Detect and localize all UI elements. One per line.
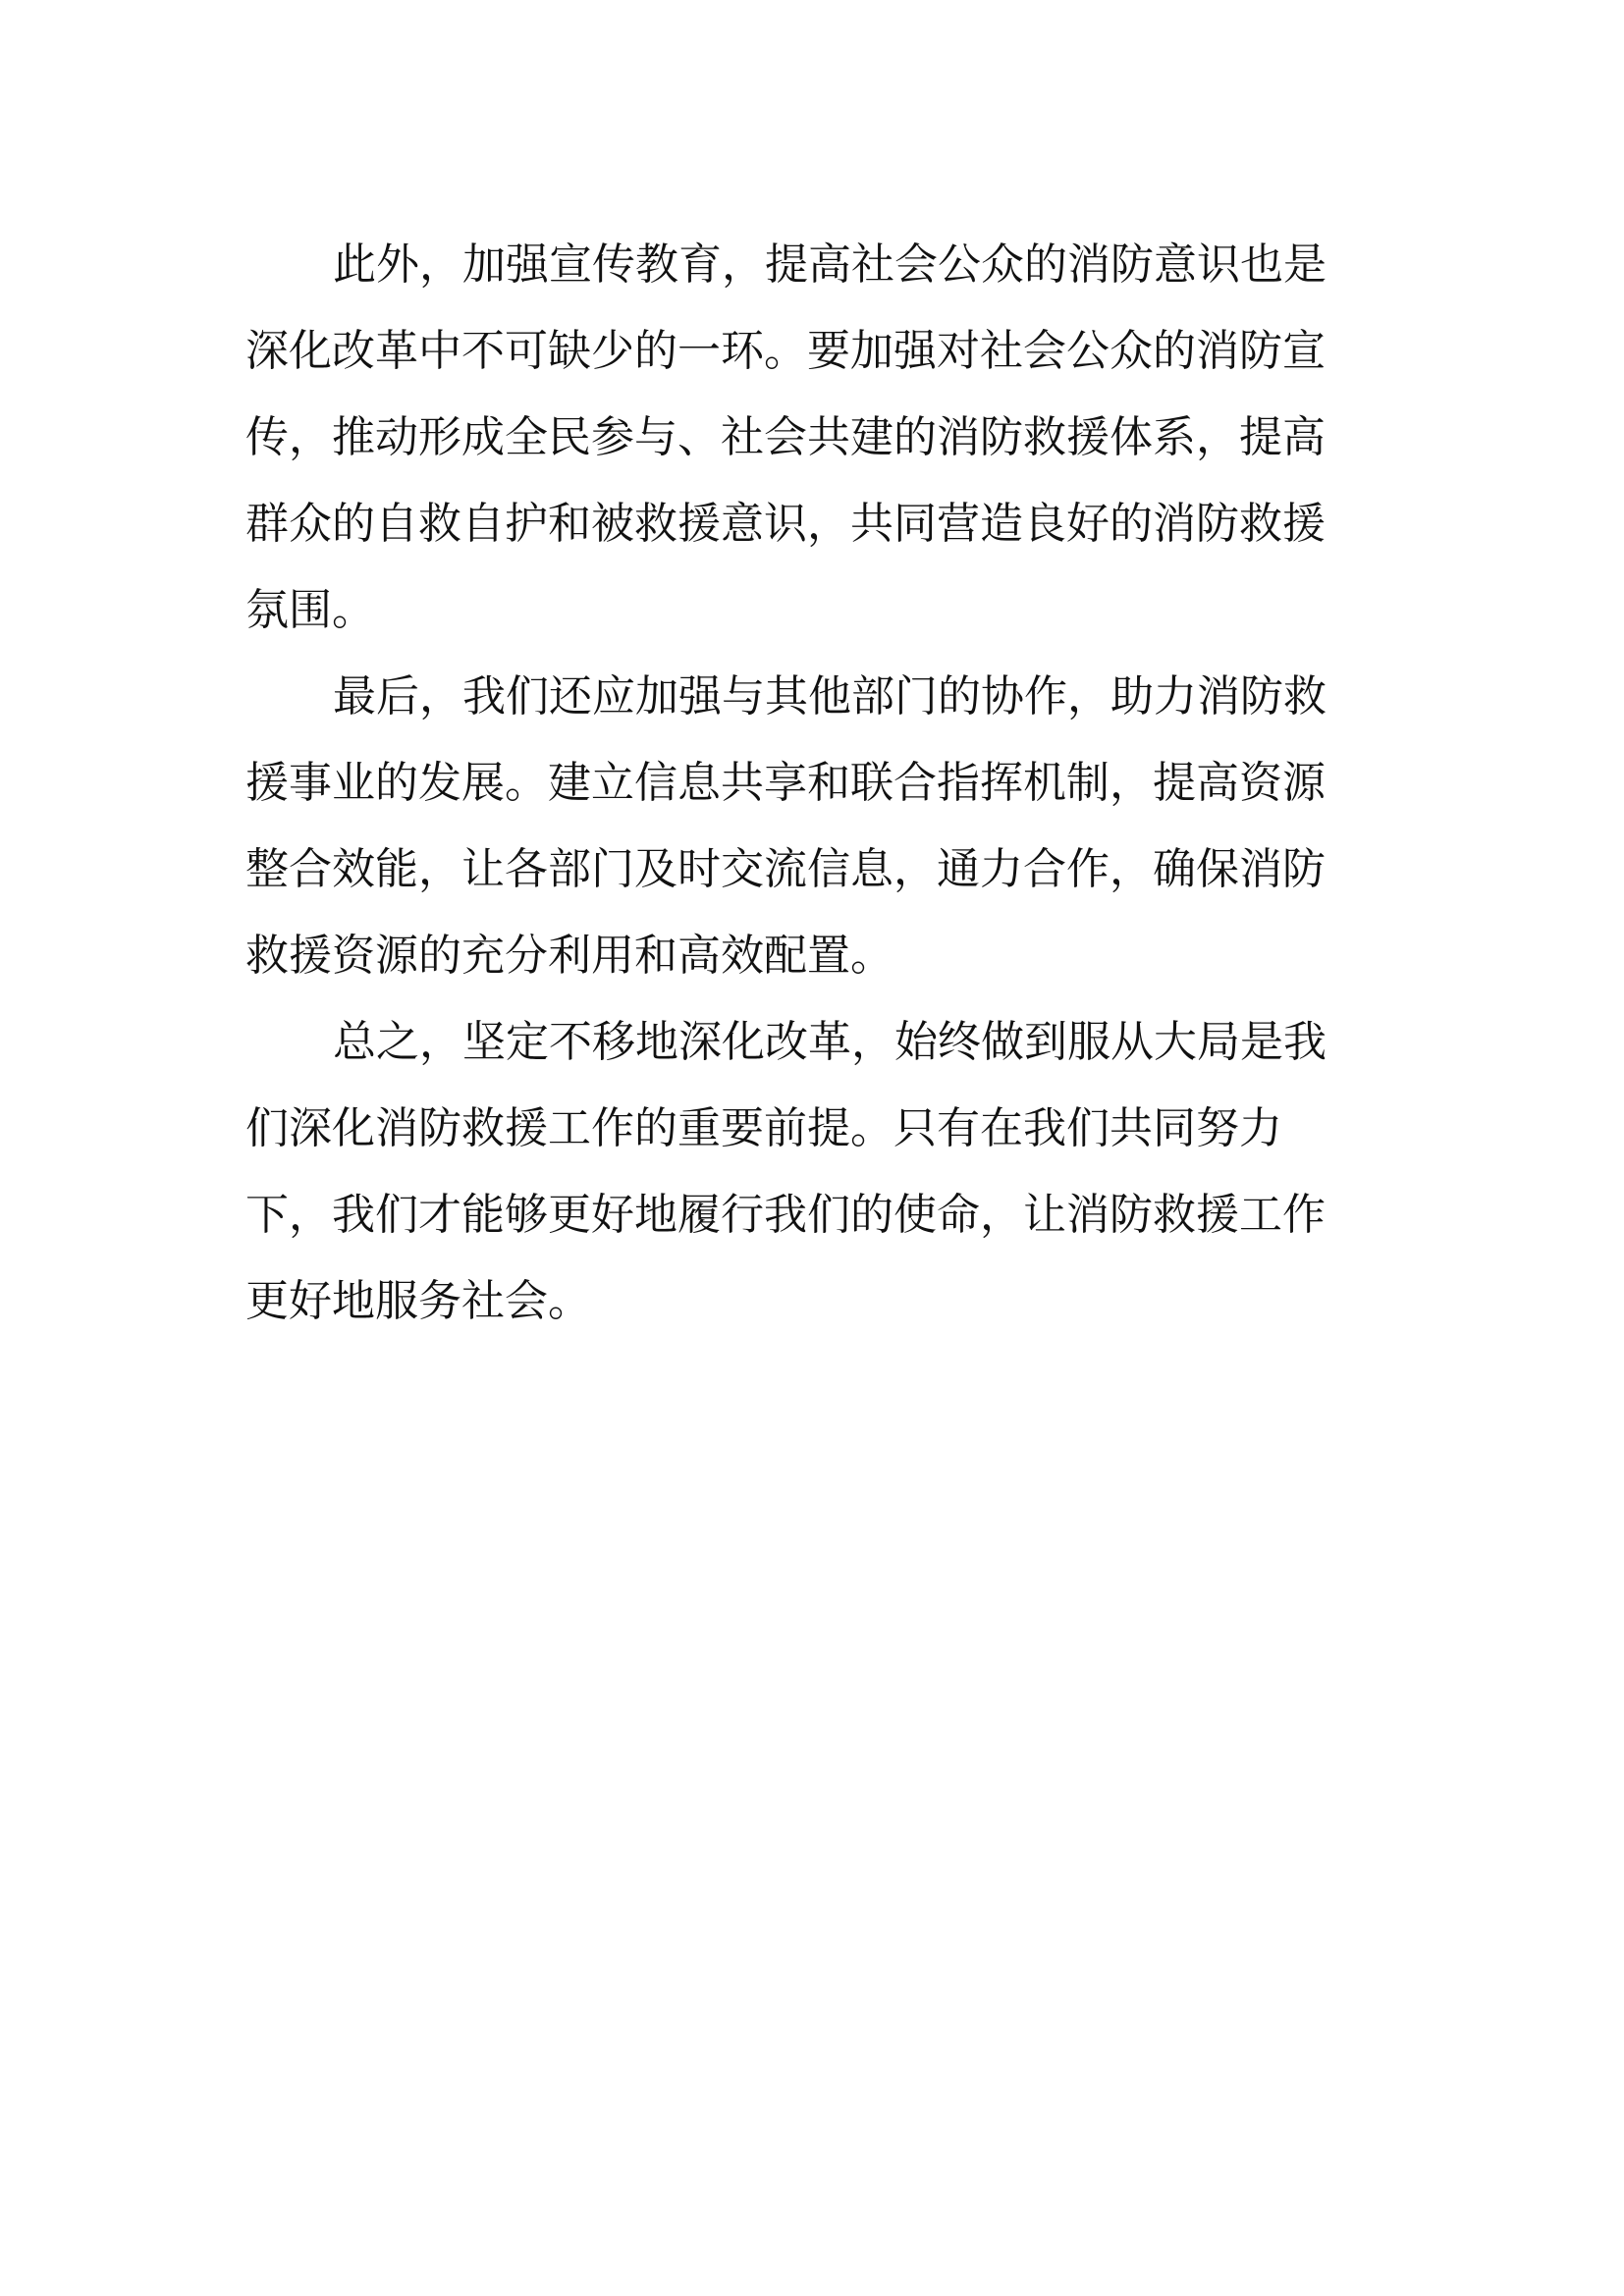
paragraph-line: 援事业的发展。建立信息共享和联合指挥机制，提高资源 (245, 758, 1326, 808)
paragraph-2 (245, 654, 1350, 999)
paragraph-line: 最后，我们还应加强与其他部门的协作，助力消防救 (333, 671, 1326, 721)
paragraph-3 (245, 999, 1350, 1345)
paragraph-line: 整合效能，让各部门及时交流信息，通力合作，确保消防 (245, 844, 1326, 894)
document-body (245, 222, 1350, 1345)
paragraph-line: 群众的自救自护和被救援意识，共同营造良好的消防救援 (245, 499, 1326, 549)
paragraph-line: 总之，坚定不移地深化改革，始终做到服从大局是我 (333, 1017, 1326, 1067)
paragraph-line: 传，推动形成全民参与、社会共建的消防救援体系，提高 (245, 412, 1326, 462)
paragraph-1 (245, 222, 1350, 654)
paragraph-line: 们深化消防救援工作的重要前提。只有在我们共同努力 (245, 1103, 1282, 1153)
paragraph-line: 救援资源的充分利用和高效配置。 (245, 931, 893, 981)
paragraph-line: 深化改革中不可缺少的一环。要加强对社会公众的消防宣 (245, 326, 1326, 376)
paragraph-line: 下，我们才能够更好地履行我们的使命，让消防救援工作 (245, 1190, 1326, 1240)
paragraph-line: 此外，加强宣传教育，提高社会公众的消防意识也是 (333, 240, 1326, 290)
paragraph-line: 氛围。 (245, 585, 375, 635)
paragraph-line: 更好地服务社会。 (245, 1276, 591, 1326)
